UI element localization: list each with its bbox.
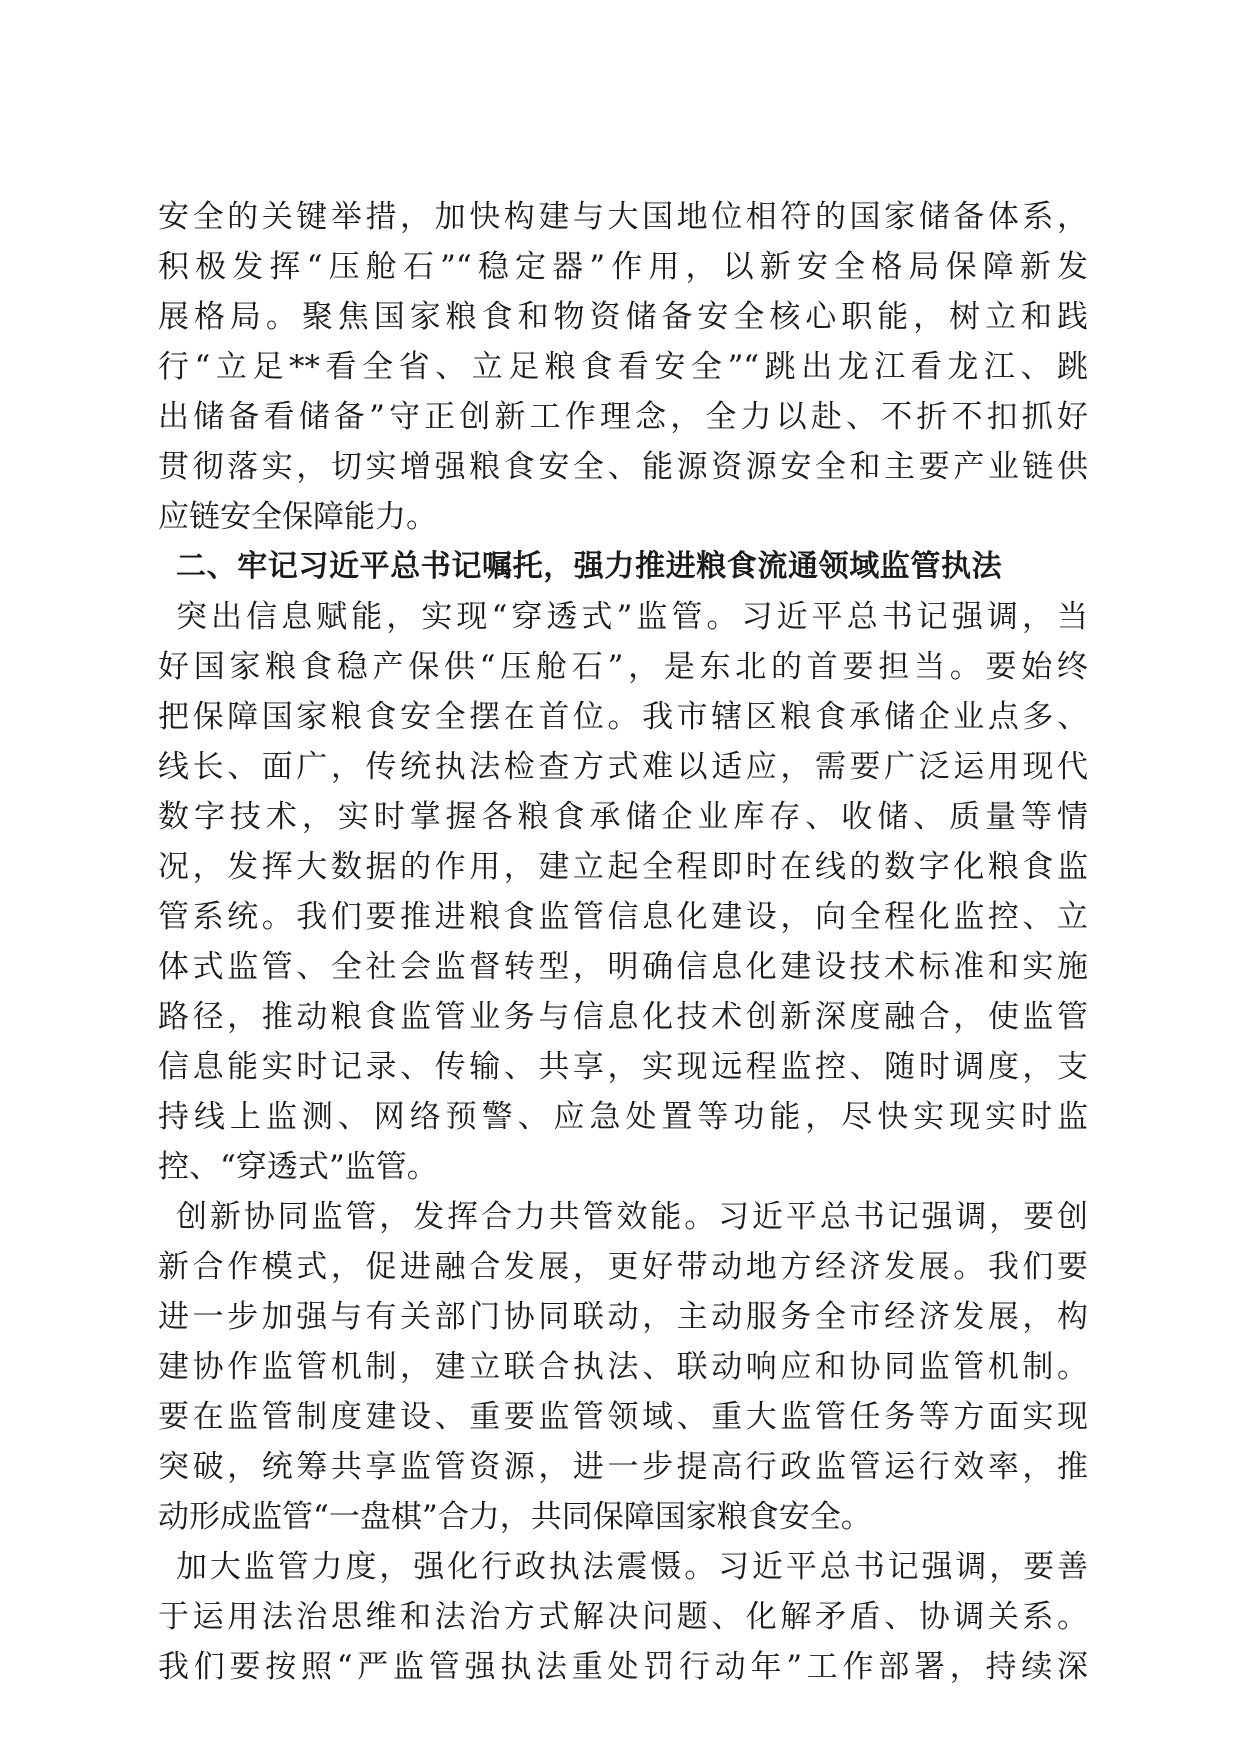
text-line: 管系统。我们要推进粮食监管信息化建设，向全程化监控、立 [158, 899, 1088, 935]
text-line: 积极发挥“压舱石”“稳定器”作用，以新安全格局保障新发 [158, 249, 1088, 285]
text-line: 加大监管力度，强化行政执法震慑。习近平总书记强调，要善 [176, 1549, 1088, 1585]
text-line: 路径，推动粮食监管业务与信息化技术创新深度融合，使监管 [158, 999, 1088, 1035]
text-line: 新合作模式，促进融合发展，更好带动地方经济发展。我们要 [158, 1249, 1088, 1285]
text-line: 要在监管制度建设、重要监管领域、重大监管任务等方面实现 [158, 1399, 1088, 1435]
text-line: 信息能实时记录、传输、共享，实现远程监控、随时调度，支 [158, 1049, 1088, 1085]
text-line: 创新协同监管，发挥合力共管效能。习近平总书记强调，要创 [176, 1199, 1088, 1235]
document-body [158, 192, 1088, 1692]
text-line: 展格局。聚焦国家粮食和物资储备安全核心职能，树立和践 [158, 299, 1088, 335]
text-line: 线长、面广，传统执法检查方式难以适应，需要广泛运用现代 [158, 749, 1088, 785]
text-line: 我们要按照“严监管强执法重处罚行动年”工作部署，持续深 [158, 1649, 1088, 1685]
text-line: 好国家粮食稳产保供“压舱石”，是东北的首要担当。要始终 [158, 649, 1088, 685]
text-line: 数字技术，实时掌握各粮食承储企业库存、收储、质量等情 [158, 799, 1088, 835]
text-line: 突出信息赋能，实现“穿透式”监管。习近平总书记强调，当 [176, 599, 1088, 635]
paragraph-information-empowerment [158, 592, 1088, 1192]
paragraph-enforcement-deterrence [158, 1542, 1088, 1692]
text-line: 控、“穿透式”监管。 [158, 1149, 438, 1185]
text-line: 建协作监管机制，建立联合执法、联动响应和协同监管机制。 [158, 1349, 1088, 1385]
text-line: 于运用法治思维和法治方式解决问题、化解矛盾、协调关系。 [158, 1599, 1088, 1635]
text-line: 体式监管、全社会监督转型，明确信息化建设技术标准和实施 [158, 949, 1088, 985]
text-line: 动形成监管“一盘棋”合力，共同保障国家粮食安全。 [158, 1499, 872, 1535]
text-line: 安全的关键举措，加快构建与大国地位相符的国家储备体系， [158, 199, 1088, 235]
text-line: 应链安全保障能力。 [158, 499, 437, 535]
text-line: 进一步加强与有关部门协同联动，主动服务全市经济发展，构 [158, 1299, 1088, 1335]
paragraph-collaborative-supervision [158, 1192, 1088, 1542]
section-heading [158, 542, 1088, 592]
text-line: 把保障国家粮食安全摆在首位。我市辖区粮食承储企业点多、 [158, 699, 1088, 735]
text-line: 行“立足**看全省、立足粮食看安全”“跳出龙江看龙江、跳 [158, 349, 1088, 385]
text-line: 持线上监测、网络预警、应急处置等功能，尽快实现实时监 [158, 1099, 1088, 1135]
text-line: 突破，统筹共享监管资源，进一步提高行政监管运行效率，推 [158, 1449, 1088, 1485]
section-heading-text: 二、牢记习近平总书记嘱托，强力推进粮食流通领域监管执法 [176, 549, 1003, 584]
text-line: 出储备看储备”守正创新工作理念，全力以赴、不折不扣抓好 [158, 399, 1088, 435]
text-line: 况，发挥大数据的作用，建立起全程即时在线的数字化粮食监 [158, 849, 1088, 885]
paragraph-continuation [158, 192, 1088, 542]
text-line: 贯彻落实，切实增强粮食安全、能源资源安全和主要产业链供 [158, 449, 1088, 485]
